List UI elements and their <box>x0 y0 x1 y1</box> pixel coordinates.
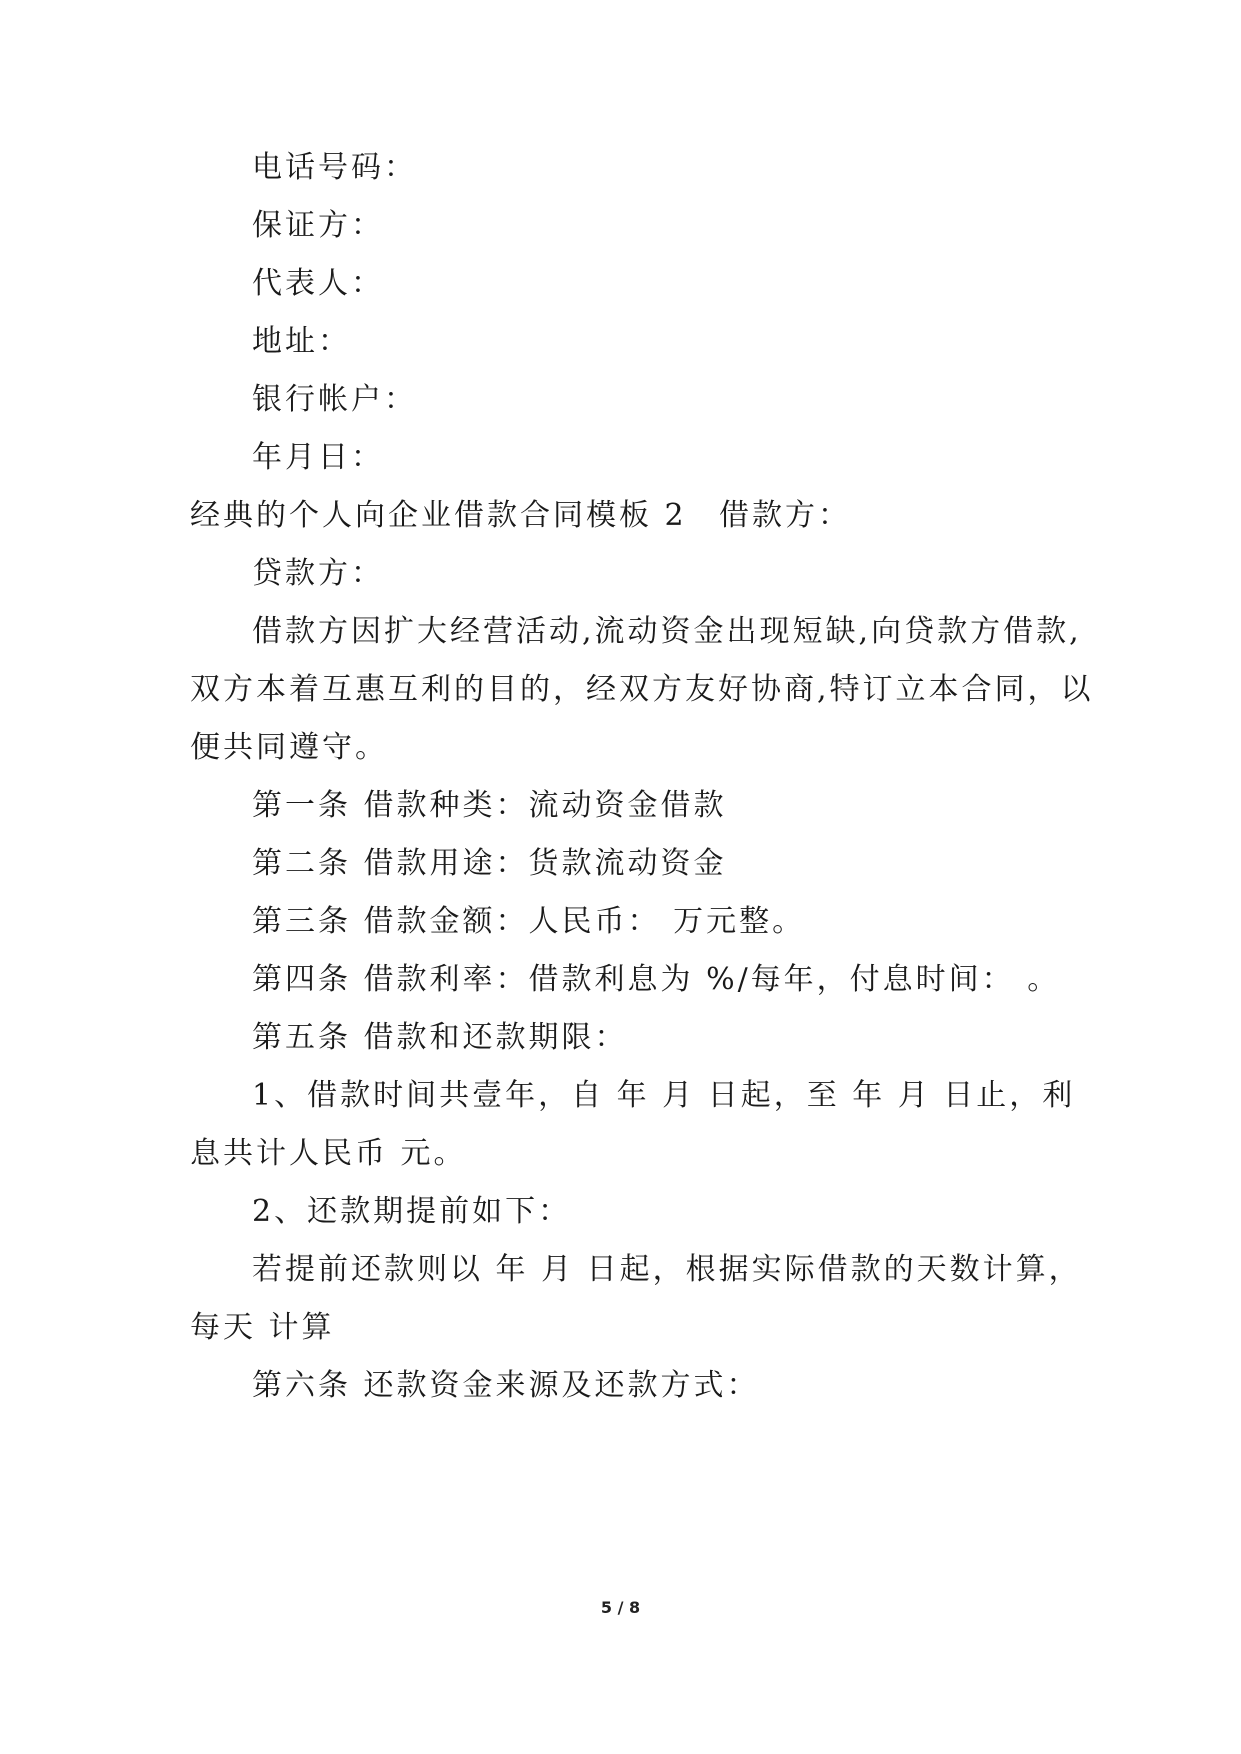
item-2: 2、还款期提前如下： <box>252 1194 572 1229</box>
article-2: 第二条 借款用途：货款流动资金 <box>252 846 727 881</box>
article-1: 第一条 借款种类：流动资金借款 <box>252 788 727 823</box>
page-number: 5 / 8 <box>600 1598 641 1617</box>
section-title: 经典的个人向企业借款合同模板 2 <box>190 498 687 533</box>
address-line: 地址： <box>252 324 351 359</box>
bank-account-line: 银行帐户： <box>252 382 417 417</box>
lender-line: 贷款方： <box>252 556 384 591</box>
early-repayment-line-2: 每天 计算 <box>190 1310 335 1345</box>
article-3: 第三条 借款金额：人民币： 万元整。 <box>252 904 806 939</box>
item-1-line-2: 息共计人民币 元。 <box>190 1136 467 1171</box>
phone-line: 电话号码： <box>252 150 417 185</box>
intro-line-2: 双方本着互惠互利的目的，经双方友好协商,特订立本合同，以 <box>190 672 1094 707</box>
intro-line-3: 便共同遵守。 <box>190 730 388 765</box>
borrower-label: 借款方： <box>719 498 851 533</box>
date-line: 年月日： <box>252 440 384 475</box>
article-5: 第五条 借款和还款期限： <box>252 1020 628 1055</box>
article-6: 第六条 还款资金来源及还款方式： <box>252 1368 760 1403</box>
item-1-line-1: 1、借款时间共壹年，自 年 月 日起，至 年 月 日止，利 <box>252 1078 1076 1113</box>
article-4: 第四条 借款利率：借款利息为 %/每年，付息时间： 。 <box>252 962 1061 997</box>
intro-line-1: 借款方因扩大经营活动,流动资金出现短缺,向贷款方借款, <box>252 614 1082 649</box>
early-repayment-line-1: 若提前还款则以 年 月 日起，根据实际借款的天数计算， <box>252 1252 1082 1287</box>
representative-line: 代表人： <box>252 266 384 301</box>
guarantor-line: 保证方： <box>252 208 384 243</box>
